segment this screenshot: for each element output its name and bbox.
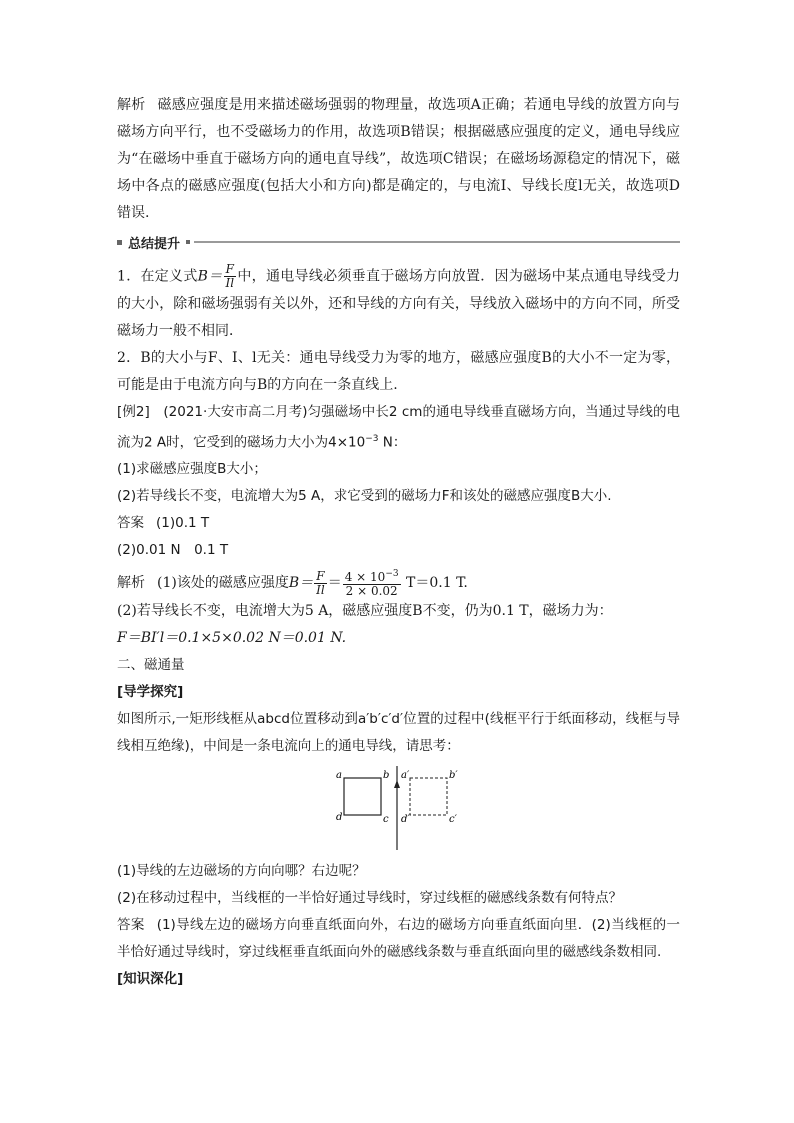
analysis-line-2: (2)若导线长不变，电流增大为5 A，磁感应强度B不变，仍为0.1 T，磁场力为：: [117, 603, 613, 619]
summary-point-2: 2．B的大小与F、I、l无关：通电导线受力为零的地方，磁感应强度B的大小不一定为零，可能是由于电流方向与B的方向在一条直线上.: [117, 349, 680, 393]
summary-point-1: 1．在定义式B＝ $\frac{F}{Il}$ 中，通电导线必须垂直于磁场方向放置．因为磁场中某点通电导线受力的大小，除和磁场强弱有关以外，还和导线的方向有关，导线放入磁场中的方向不同，所受磁场力一般不相同．: [117, 262, 680, 339]
example-tag: [例2]: [117, 403, 150, 420]
fraction: $\frac{F}{Il}$: [225, 262, 235, 290]
label-a-prime: a′: [401, 770, 410, 781]
divider: [194, 241, 680, 243]
label-b-prime: b′: [449, 770, 458, 781]
frame-diagram: [334, 764, 464, 852]
figure-wire-frames: [117, 764, 680, 856]
analysis-paragraph-2: 解析 (1)该处的磁感应强度B＝ $\frac{F}{Il}$ ＝ $\frac{4 \times 10^{-3}}{2 \times 0.02}$ T＝0.1 T.: [117, 568, 468, 598]
analysis-label: 解析: [117, 575, 145, 591]
label-a: a: [336, 770, 342, 781]
frame-abcd: [344, 778, 381, 815]
fraction: $\frac{4 \times 10^{-3}}{2 \times 0.02}$: [344, 569, 399, 598]
analysis-line-3: F＝BI′l＝0.1×5×0.02 N＝0.01 N.: [117, 630, 347, 646]
summary-heading: [117, 231, 680, 253]
answer-label: 答案: [117, 515, 144, 531]
answer-paragraph-2: 答案 (1)导线左边的磁场方向垂直纸面向外，右边的磁场方向垂直纸面向里．(2)当线框的一半恰好通过导线时，穿过线框垂直纸面向外的磁感线条数与垂直纸面向里的磁感线条数相同.: [117, 917, 681, 960]
analysis-text: 磁感应强度是用来描述磁场强弱的物理量，故选项A正确；若通电导线的放置方向与磁场方向平行，也不受磁场力的作用，故选项B错误；根据磁感应强度的定义，通电导线应为“在磁场中垂直于磁场方向的通电直导线”，故选项C错误；在磁场场源稳定的情况下，磁场中各点的磁感应强度(包括大小和方向)都是确定的，与电流I、导线长度l无关，故选项D错误.: [117, 97, 680, 221]
answer-line-2: (2)0.01 N 0.1 T: [117, 542, 229, 558]
document-page: [117, 92, 680, 993]
deepen-tag: [知识深化]: [117, 971, 184, 987]
example-question-2: (2)若导线长不变，电流增大为5 A，求它受到的磁场力F和该处的磁感应强度B大小.: [117, 488, 612, 504]
explore-question-2: (2)在移动过程中，当线框的一半恰好通过导线时，穿过线框的磁感线条数有何特点？: [117, 890, 623, 906]
arrow-up-icon: [394, 780, 400, 788]
example-source: (2021·大安市高二月考): [163, 403, 308, 420]
answer-line-1: 答案 (1)0.1 T: [117, 515, 210, 531]
explore-text: 如图所示,一矩形线框从abcd位置移动到a′b′c′d′位置的过程中(线框平行于纸面移动，线框与导线相互绝缘)，中间是一条电流向上的通电导线，请思考：: [117, 711, 680, 754]
explore-question-1: (1)导线的左边磁场的方向向哪？右边呢？: [117, 863, 366, 879]
section-title: 二、磁通量: [117, 657, 185, 673]
analysis-paragraph-1: [117, 92, 680, 227]
example-question-1: (1)求磁感应强度B大小；: [117, 461, 267, 477]
square-bullet-icon: [186, 240, 190, 244]
example-2-statement: [例2] (2021·大安市高二月考)匀强磁场中长2 cm的通电导线垂直磁场方向，当通过导线的电流为2 A时，它受到的磁场力大小为$4\times 10^{-3}$ N：: [117, 403, 681, 450]
answer-label: 答案: [117, 917, 145, 933]
square-bullet-icon: [117, 240, 122, 245]
label-c: c: [383, 814, 389, 825]
fraction: $\frac{F}{Il}$: [316, 568, 325, 597]
label-b: b: [383, 770, 390, 781]
label-d: d: [336, 812, 343, 823]
analysis-label: 解析: [117, 97, 146, 113]
label-d-prime: d′: [401, 814, 410, 825]
explore-tag: [导学探究]: [117, 684, 184, 700]
frame-abcd-prime: [410, 778, 447, 815]
summary-title: 总结提升: [128, 236, 181, 252]
label-c-prime: c′: [449, 814, 457, 825]
